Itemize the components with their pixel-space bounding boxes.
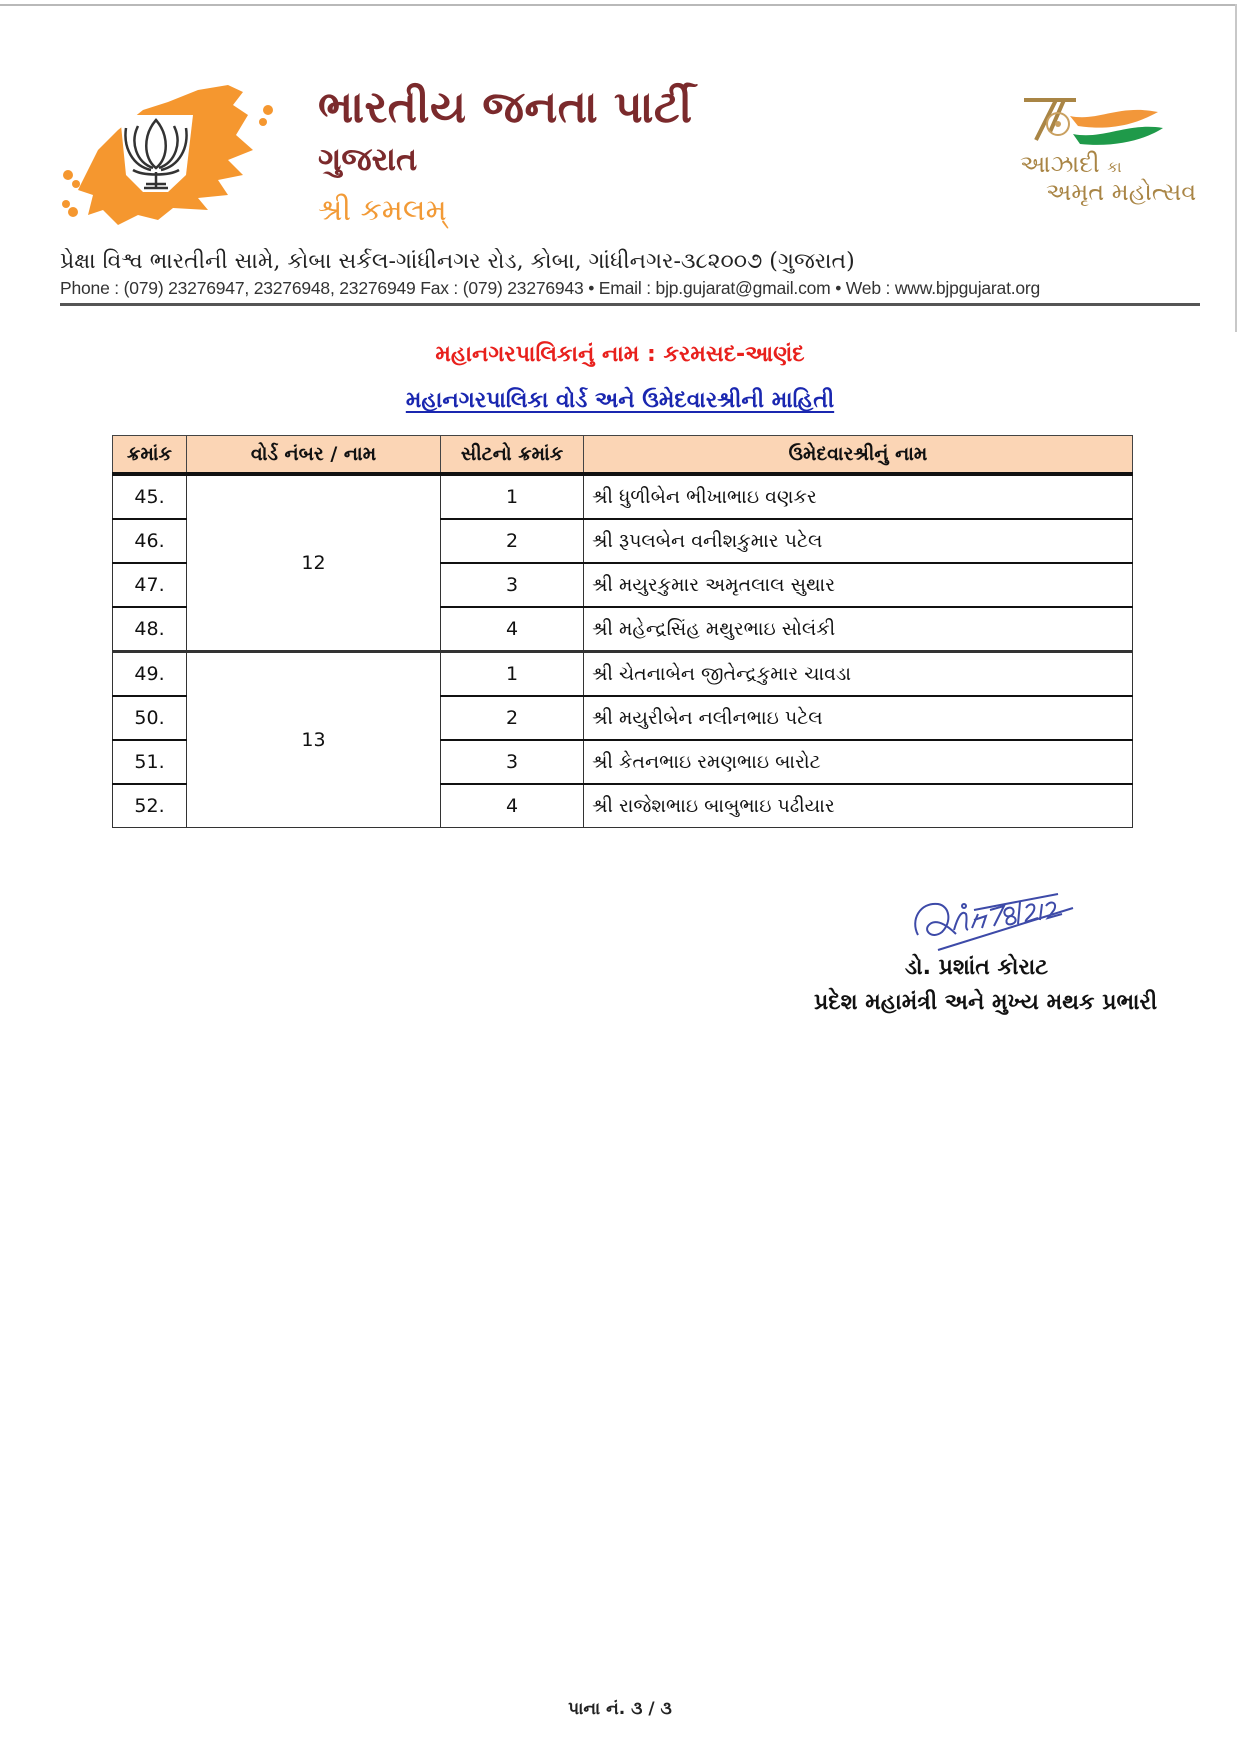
candidate-name-cell: શ્રી રાજેશભાઇ બાબુભાઇ પઢીયાર xyxy=(584,784,1133,828)
candidates-table xyxy=(112,435,1133,828)
section-title-text: મહાનગરપાલિકા વોર્ડ અને ઉમેદવારશ્રીની માહિતી xyxy=(405,388,835,413)
signature-icon xyxy=(908,880,1078,960)
column-header-serial: ક્રમાંક xyxy=(113,436,187,475)
candidate-name-cell: શ્રી મહેન્દ્રસિંહ મથુરભાઇ સોલંકી xyxy=(584,607,1133,652)
seat-cell: 4 xyxy=(441,607,584,652)
bjp-lotus-logo xyxy=(58,80,283,230)
candidate-name-cell: શ્રી મયુરીબેન નલીનભાઇ પટેલ xyxy=(584,696,1133,740)
seat-cell: 1 xyxy=(441,474,584,519)
candidate-name-cell: શ્રી મયુરકુમાર અમૃતલાલ સુથાર xyxy=(584,563,1133,607)
header-divider xyxy=(60,303,1200,306)
ward-cell: 13 xyxy=(187,652,441,828)
candidate-name-cell: શ્રી રૂપલબેન વનીશકુમાર પટેલ xyxy=(584,519,1133,563)
azadi-text-line2: અમૃત મહોત્સવ xyxy=(1046,178,1197,206)
azadi-suffix: કા xyxy=(1107,158,1122,176)
candidate-name-cell: શ્રી કેતનભાઇ રમણભાઇ બારોટ xyxy=(584,740,1133,784)
lotus-icon xyxy=(58,80,283,230)
party-state: ગુજરાત xyxy=(318,140,418,178)
handwritten-signature xyxy=(908,880,1078,960)
column-header-ward: વોર્ડ નંબર / નામ xyxy=(187,436,441,475)
table-row xyxy=(113,474,1133,519)
column-header-candidate: ઉમેદવારશ્રીનું નામ xyxy=(584,436,1133,475)
table-header-row xyxy=(113,436,1133,475)
office-name: શ્રી કમલમ્ xyxy=(318,193,447,228)
page-border-right xyxy=(1235,4,1237,332)
page-number: પાના નં. ૩ / ૩ xyxy=(568,1699,672,1719)
serial-cell: 47. xyxy=(113,563,187,607)
corporation-title: મહાનગરપાલિકાનું નામ : કરમસદ-આણંદ xyxy=(435,342,805,367)
seat-cell: 3 xyxy=(441,563,584,607)
azadi-word: આઝાદી xyxy=(1020,150,1100,178)
serial-cell: 45. xyxy=(113,474,187,519)
ward-cell: 12 xyxy=(187,474,441,652)
candidate-name-cell: શ્રી ધુળીબેન ભીખાભાઇ વણકર xyxy=(584,474,1133,519)
serial-cell: 46. xyxy=(113,519,187,563)
azadi-text-line1 xyxy=(1020,152,1122,176)
seat-cell: 2 xyxy=(441,519,584,563)
section-title xyxy=(0,388,1240,413)
contact-details: Phone : (079) 23276947, 23276948, 23276949 Fax : (079) 23276943 • Email : bjp.gujarat@gmail.com • Web : www.bjpgujarat.org xyxy=(60,278,1041,298)
office-address: પ્રેક્ષા વિશ્વ ભારતીની સામે, કોબા સર્કલ-ગાંધીનગર રોડ, કોબા, ગાંધીનગર-૩૮૨૦૦૭ (ગુજરાત) xyxy=(60,249,855,274)
party-name: ભારતીય જનતા પાર્ટી xyxy=(318,82,693,133)
serial-cell: 48. xyxy=(113,607,187,652)
serial-cell: 51. xyxy=(113,740,187,784)
serial-cell: 50. xyxy=(113,696,187,740)
serial-cell: 52. xyxy=(113,784,187,828)
seat-cell: 4 xyxy=(441,784,584,828)
candidate-name-cell: શ્રી ચેતનાબેન જીતેન્દ્રકુમાર ચાવડા xyxy=(584,652,1133,697)
seventy-five-flag-icon xyxy=(1018,92,1208,152)
signer-name: ડો. પ્રશાંત કોરાટ xyxy=(905,955,1049,980)
signer-designation: પ્રદેશ મહામંત્રી અને મુખ્ય મથક પ્રભારી xyxy=(814,990,1158,1015)
column-header-seat: સીટનો ક્રમાંક xyxy=(441,436,584,475)
table-row xyxy=(113,652,1133,697)
seat-cell: 3 xyxy=(441,740,584,784)
seat-cell: 2 xyxy=(441,696,584,740)
page-border-top xyxy=(0,4,1236,6)
serial-cell: 49. xyxy=(113,652,187,697)
seat-cell: 1 xyxy=(441,652,584,697)
